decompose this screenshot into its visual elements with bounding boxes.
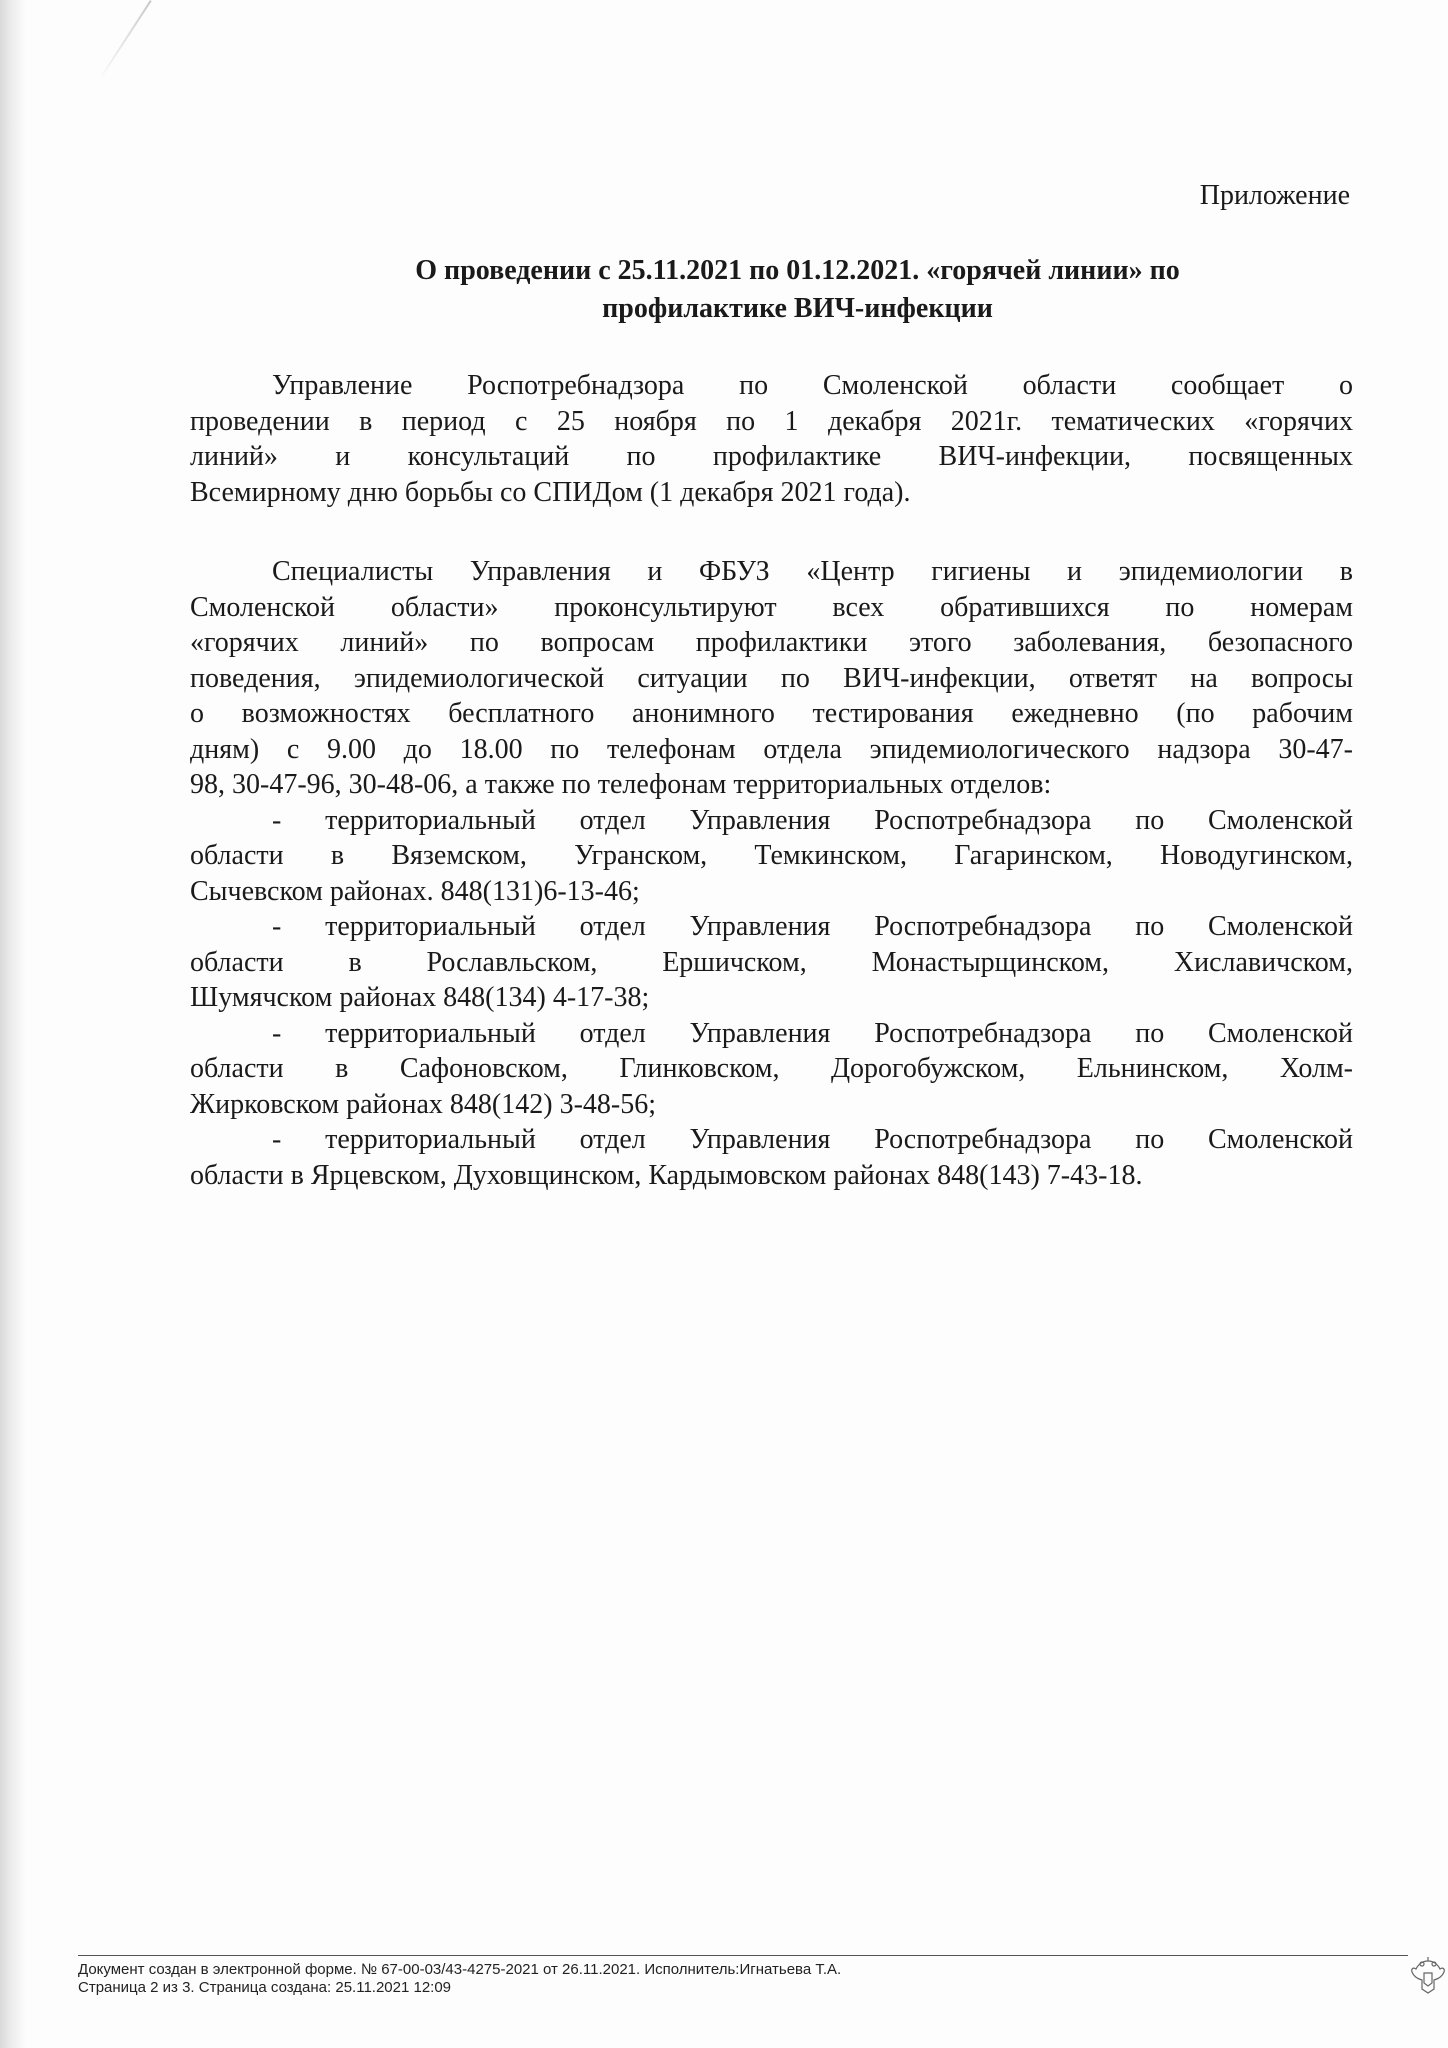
footer-document-info: Документ создан в электронной форме. № 67-00-03/43-4275-2021 от 26.11.2021. Исполнитель:Игнатьева Т.А. <box>78 1961 842 1978</box>
department-item-2-line: области в Рославльском, Ершичском, Монастырщинском, Хиславичском, <box>190 946 1353 978</box>
scan-fold-line <box>98 0 151 81</box>
paragraph-line: Всемирному дню борьбы со СПИДом (1 декабря 2021 года). <box>190 476 911 508</box>
department-item-3-line: Жирковском районах 848(142) 3-48-56; <box>190 1088 657 1120</box>
paragraph-line: Специалисты Управления и ФБУЗ «Центр гигиены и эпидемиологии в <box>272 556 1353 587</box>
department-item-4-line: области в Ярцевском, Духовщинском, Кардымовском районах 848(143) 7-43-18. <box>190 1159 1143 1191</box>
title-line-2: профилактике ВИЧ-инфекции <box>602 293 993 324</box>
department-item-3-line: - территориальный отдел Управления Роспотребнадзора по Смоленской <box>272 1017 1353 1049</box>
department-item-4-line: - территориальный отдел Управления Роспотребнадзора по Смоленской <box>272 1124 1353 1155</box>
paragraph-line: Управление Роспотребнадзора по Смоленской области сообщает о <box>272 370 1353 401</box>
paragraph-line: дням) с 9.00 до 18.00 по телефонам отдела эпидемиологического надзора 30-47- <box>190 733 1353 765</box>
paragraph-line: 98, 30-47-96, 30-48-06, а также по телефонам территориальных отделов: <box>190 769 1052 800</box>
footer-page-info: Страница 2 из 3. Страница создана: 25.11.2021 12:09 <box>78 1979 452 1996</box>
coat-of-arms-icon <box>1408 1955 1448 1997</box>
department-item-1-line: Сычевском районах. 848(131)6-13-46; <box>190 875 640 907</box>
department-item-3-line: области в Сафоновском, Глинковском, Дорогобужском, Ельнинском, Холм- <box>190 1053 1353 1084</box>
department-item-2-line: Шумячском районах 848(134) 4-17-38; <box>190 982 650 1013</box>
department-item-1-line: области в Вяземском, Угранском, Темкинском, Гагаринском, Новодугинском, <box>190 840 1353 871</box>
scan-edge-shadow <box>0 0 26 2048</box>
department-item-1-line: - территориальный отдел Управления Роспотребнадзора по Смоленской <box>272 804 1353 836</box>
paragraph-line: линий» и консультаций по профилактике ВИЧ-инфекции, посвященных <box>190 441 1353 472</box>
paragraph-hotlines <box>190 554 1353 1193</box>
paragraph-line: проведении в период с 25 ноября по 1 декабря 2021г. тематических «горячих <box>190 405 1353 437</box>
footer-divider <box>78 1955 1408 1956</box>
document-title <box>320 252 1275 328</box>
paragraph-line: поведения, эпидемиологической ситуации по ВИЧ-инфекции, ответят на вопросы <box>190 662 1353 694</box>
department-item-2-line: - территориальный отдел Управления Роспотребнадзора по Смоленской <box>272 911 1353 942</box>
document-footer <box>78 1961 841 1997</box>
paragraph-line: «горячих линий» по вопросам профилактики этого заболевания, безопасного <box>190 627 1353 658</box>
title-line-1: О проведении с 25.11.2021 по 01.12.2021. «горячей линии» по <box>415 255 1180 286</box>
paragraph-line: Смоленской области» проконсультируют всех обратившихся по номерам <box>190 591 1353 623</box>
paragraph-line: о возможностях бесплатного анонимного тестирования ежедневно (по рабочим <box>190 698 1353 729</box>
annex-label: Приложение <box>1199 180 1350 211</box>
paragraph-intro <box>190 368 1353 510</box>
